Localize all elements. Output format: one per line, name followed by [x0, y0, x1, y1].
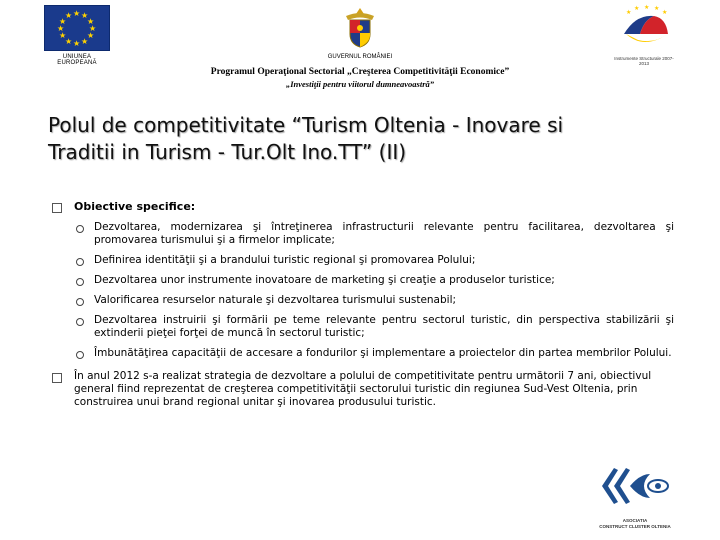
slide-title-line-2: Traditii in Turism - Tur.Olt Ino.TT” (II) [48, 140, 407, 164]
association-logo [580, 458, 690, 534]
bullet-objectives [52, 200, 684, 214]
circle-bullet-icon [76, 351, 84, 359]
government-logo [300, 6, 420, 60]
svg-text:★: ★ [644, 4, 650, 11]
eu-flag-icon: ★ ★ ★ ★ ★ ★ ★ ★ ★ ★ ★ ★ [44, 5, 110, 51]
circle-bullet-icon [76, 298, 84, 306]
objective-text: Dezvoltarea instruirii şi formării pe teme relevante pentru sectorul turistic, din perspectiva stabilizării şi extinderii pieţei forţei de muncă în sectorul turistic; [94, 314, 674, 339]
svg-text:★: ★ [626, 9, 632, 16]
circle-bullet-icon [76, 258, 84, 266]
objective-text: Îmbunătăţirea capacităţii de accesare a fondurilor şi implementare a proiectelor din partea membrilor Polului. [94, 347, 672, 359]
eu-label: UNIUNEA EUROPEANĂ [57, 54, 97, 66]
objective-text: Definirea identităţii şi a brandului turistic regional şi promovarea Polului; [94, 254, 476, 266]
square-bullet-icon [52, 203, 62, 213]
pos-caption: Instrumente Structurale 2007-2013 [614, 56, 674, 66]
program-subtitle: „Investiţii pentru viitorul dumneavoastră” [285, 79, 435, 89]
pos-logo [614, 4, 674, 66]
objective-text: Dezvoltarea, modernizarea şi întreţinerea infrastructurii relevante pentru facilitarea, dezvoltarea şi promovarea turismului şi a firmelor implicate; [94, 221, 674, 246]
objective-item [76, 314, 684, 340]
objective-item [76, 221, 684, 247]
circle-bullet-icon [76, 225, 84, 233]
strategy-paragraph: În anul 2012 s-a realizat strategia de dezvoltare a polului de competitivitate pentru următorii 7 ani, obiectivul general fiind reprezentat de creşterea competitivităţii sectorului turistic din regiunea Sud-Vest Oltenia, prin construirea unui brand regional unitar şi inovarea produsului turistic. [74, 370, 652, 408]
instrumente-structurale-logo [614, 4, 674, 52]
circle-bullet-icon [76, 318, 84, 326]
program-title: Programul Operaţional Sectorial „Creşterea Competitivităţii Economice” [210, 67, 510, 77]
slide-title-line-1: Polul de competitivitate “Turism Oltenia - Inovare si [48, 113, 564, 137]
government-label: GUVERNUL ROMÂNIEI [327, 54, 393, 60]
objectives-heading: Obiective specifice: [74, 200, 196, 213]
svg-text:★: ★ [654, 5, 660, 12]
objective-text: Valorificarea resurselor naturale şi dezvoltarea turismului sustenabil; [94, 294, 457, 306]
circle-bullet-icon [76, 278, 84, 286]
association-caption-1: ASOCIATIA [622, 518, 648, 523]
slide-content [52, 200, 684, 409]
construct-cluster-logo [580, 458, 690, 514]
objective-item [76, 294, 684, 307]
objective-text: Dezvoltarea unor instrumente inovatoare de marketing şi creaţie a produselor turistice; [94, 274, 555, 286]
objective-item [76, 274, 684, 287]
eu-logo [44, 5, 110, 65]
slide-title [48, 112, 708, 166]
svg-text:★: ★ [662, 9, 668, 16]
objective-item [76, 254, 684, 267]
bullet-strategy [52, 370, 684, 409]
association-caption-2: CONSTRUCT CLUSTER OLTENIA [599, 523, 671, 529]
romania-coat-of-arms-icon [343, 6, 377, 48]
svg-text:★: ★ [634, 5, 640, 12]
objective-item [76, 347, 684, 360]
square-bullet-icon [52, 373, 62, 383]
